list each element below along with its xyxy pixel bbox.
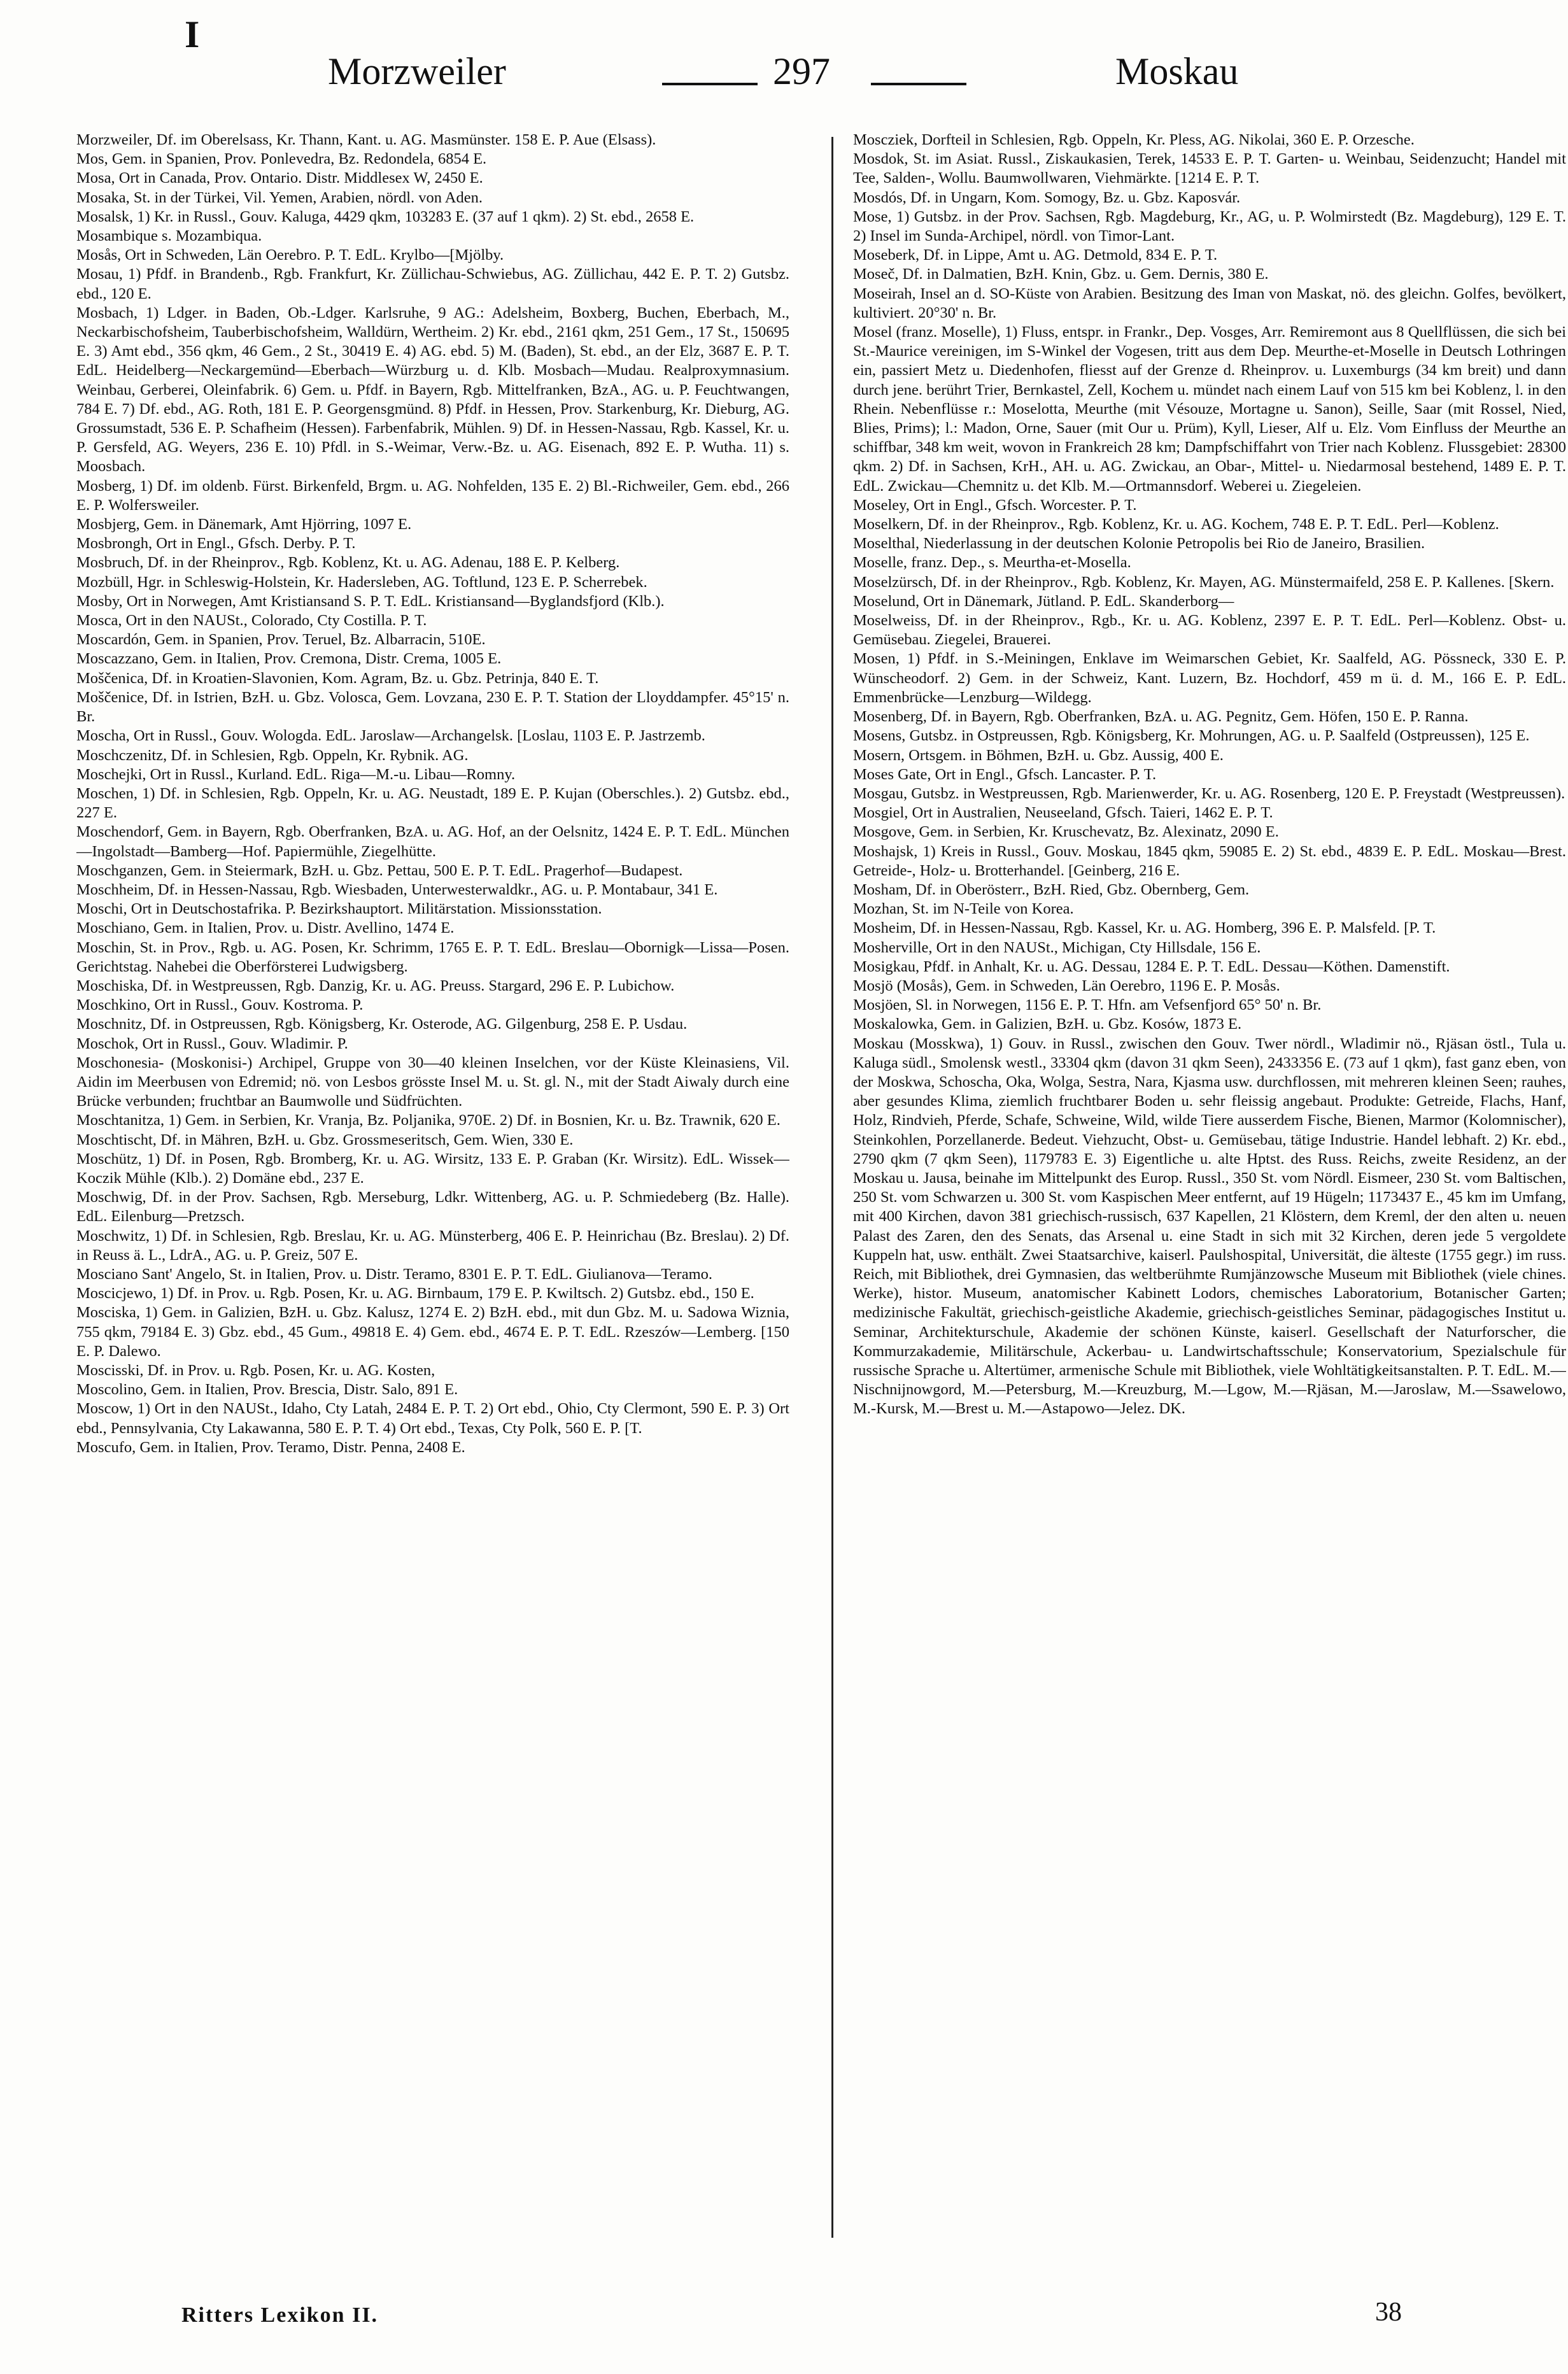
dictionary-entry: Mosigkau, Pfdf. in Anhalt, Kr. u. AG. Dessau, 1284 E. P. T. EdL. Dessau—Köthen. Damenstift. (853, 957, 1450, 975)
dictionary-entry: Moscha, Ort in Russl., Gouv. Wologda. EdL. Jaroslaw—Archangelsk. [Loslau, 1103 E. P. Jastrzemb. (76, 727, 705, 745)
dictionary-entry: Moselthal, Niederlassung in der deutschen Kolonie Petropolis bei Rio de Janeiro, Brasilien. (853, 535, 1425, 553)
dictionary-entry: Moschganzen, Gem. in Steiermark, BzH. u. Gbz. Pettau, 500 E. P. T. EdL. Pragerhof—Budapest. (76, 861, 683, 879)
dictionary-entry: Mosjöen, Sl. in Norwegen, 1156 E. P. T. Hfn. am Vefsenfjord 65° 50' n. Br. (853, 996, 1322, 1014)
dictionary-entry: Mosaka, St. in der Türkei, Vil. Yemen, Arabien, nördl. von Aden. (76, 188, 483, 206)
header-dash-left (662, 83, 758, 85)
dictionary-entry: Moscolino, Gem. in Italien, Prov. Brescia, Distr. Salo, 891 E. (76, 1381, 458, 1399)
dictionary-entry: Mosgove, Gem. in Serbien, Kr. Kruschevatz, Bz. Alexinatz, 2090 E. (853, 823, 1279, 841)
dictionary-entry: Moščenice, Df. in Istrien, BzH. u. Gbz. Volosca, Gem. Lovzana, 230 E. P. T. Station der Lloyddampfer. 45°15' n. Br. (76, 688, 789, 726)
dictionary-entry: Moschütz, 1) Df. in Posen, Rgb. Bromberg, Kr. u. AG. Wirsitz, 133 E. P. Graban (Kr. Wirsitz). EdL. Wissek—Koczik Mühle (Klb.). 2) Domäne ebd., 237 E. (76, 1150, 789, 1187)
footer-signature-number: 38 (1375, 2298, 1402, 2327)
dictionary-entry: Mosdós, Df. in Ungarn, Kom. Somogy, Bz. u. Gbz. Kaposvár. (853, 188, 1241, 206)
dictionary-entry: Mosel (franz. Moselle), 1) Fluss, entspr. in Frankr., Dep. Vosges, Arr. Remiremont aus 8 Quellflüssen, die sich bei St.-Maurice vereinigen, im S-Winkel der Vogesen, tritt aus dem Dep. Meurthe-et-Moselle in Deutsch Lothringen ein, passiert Metz u. Diedenhofen, fliesst auf der Grenze d. Rheinprov. u. Luxemburgs (34 km breit) und dann durch jene. berührt Trier, Bernkastel, Zell, Kochem u. mündet nach einem Lauf von 515 km bei Koblenz, l. in den Rhein. Nebenflüsse r.: Moselotta, Meurthe (mit Vésouze, Mortagne u. Sanon), Seille, Saar (mit Rossel, Nied, Blies, Prims); l.: Madon, Orne, Sauer (mit Our u. Prüm), Kyll, Lieser, Alf u. Elz. Vom Einfluss der Meurthe an schiffbar, 348 km weit, wovon in Frankreich 28 km; Dampfschiffahrt von Trier nach Koblenz. Flussgebiet: 28300 qkm. 2) Df. in Sachsen, KrH., AH. u. AG. Zwickau, an Obar-, Mittel- u. Niedarmosal bestehend, 1489 E. P. T. EdL. Zwickau—Chemnitz u. det Klb. M.—Ortmannsdorf. Weberei u. Ziegeleien. (853, 323, 1566, 495)
dictionary-entry: Mosjö (Mosås), Gem. in Schweden, Län Oerebro, 1196 E. P. Mosås. (853, 977, 1280, 994)
dictionary-entry: Moschendorf, Gem. in Bayern, Rgb. Oberfranken, BzA. u. AG. Hof, an der Oelsnitz, 1424 E. P. T. EdL. München—Ingolstadt—Bamberg—Hof. Papiermühle, Ziegelhütte. (76, 823, 789, 860)
dictionary-entry: Mosheim, Df. in Hessen-Nassau, Rgb. Kassel, Kr. u. AG. Homberg, 396 E. P. Malsfeld. [P. T. (853, 919, 1436, 937)
dictionary-entry: Mos, Gem. in Spanien, Prov. Ponlevedra, Bz. Redondela, 6854 E. (76, 150, 487, 168)
page-footer (0, 2298, 1568, 2348)
dictionary-entry: Mosås, Ort in Schweden, Län Oerebro. P. T. EdL. Krylbo—[Mjölby. (76, 246, 504, 264)
dictionary-entry: Mosenberg, Df. in Bayern, Rgb. Oberfranken, BzA. u. AG. Pegnitz, Gem. Höfen, 150 E. P. Ranna. (853, 708, 1469, 726)
dictionary-entry: Mosherville, Ort in den NAUSt., Michigan, Cty Hillsdale, 156 E. (853, 938, 1261, 956)
dictionary-entry: Mosambique s. Mozambiqua. (76, 227, 262, 245)
dictionary-entry: Mosau, 1) Pfdf. in Brandenb., Rgb. Frankfurt, Kr. Züllichau-Schwiebus, AG. Züllichau, 442 E. P. T. 2) Gutsbz. ebd., 120 E. (76, 265, 789, 302)
page-number: 297 (773, 50, 830, 92)
dictionary-entry: Moschwitz, 1) Df. in Schlesien, Rgb. Breslau, Kr. u. AG. Münsterberg, 406 E. P. Heinrichau (Bz. Breslau). 2) Df. in Reuss ä. L., LdrA., AG. u. P. Greiz, 507 E. (76, 1227, 789, 1264)
dictionary-entry: Mosgiel, Ort in Australien, Neuseeland, Gfsch. Taieri, 1462 E. P. T. (853, 804, 1273, 822)
left-column (76, 131, 789, 2250)
dictionary-entry: Moseirah, Insel an d. SO-Küste von Arabien. Besitzung des Iman von Maskat, nö. des gleichn. Golfes, bevölkert, kultiviert. 20°30' n. Br. (853, 285, 1566, 321)
dictionary-entry: Moselle, franz. Dep., s. Meurtha-et-Mosella. (853, 554, 1131, 572)
dictionary-entry: Moskau (Mosskwa), 1) Gouv. in Russl., zwischen den Gouv. Twer nördl., Wladimir nö., Rjäsan östl., Tula u. Kaluga südl., Smolensk westl., 33304 qkm (davon 31 qkm Seen), 2433356 E. (73 auf 1 qkm), fast ganz eben, von der Moskwa, Schoscha, Oka, Wolga, Sestra, Nara, Kjasma usw. durchflossen, mit mehreren kleinen Seen; rauhes, aber gesundes Klima, ziemlich fruchtbarer Boden u. sehr fleissig angebaut. Produkte: Getreide, Flachs, Hanf, Holz, Rindvieh, Pferde, Schafe, Schweine, Wild, wilde Tiere ausserdem Fische, Bienen, Marmor (Kolomnischer), Steinkohlen, Porzellanerde. Bedeut. Viehzucht, Obst- u. Gemüsebau, tätige Industrie. Handel lebhaft. 2) Kr. ebd., 2790 qkm (7 qkm Seen), 1179783 E. 3) Eigentliche u. alte Hptst. des Russ. Reichs, zweite Residenz, an der Moskau u. Jausa, beinahe im Mittelpunkt des Europ. Russl., 350 St. vom Nördl. Eismeer, 230 St. vom Baltischen, 250 St. vom Schwarzen u. 300 St. vom Kaspischen Meer entfernt, auf 19 Hügeln; 1173437 E., 45 km im Umfang, mit 400 Kirchen, davon 381 griechisch-russisch, 637 Kapellen, 21 Klöstern, dem Kreml, der den alten u. neuen Palast des Zaren, den des Senats, das Arsenal u. eine Stadt in sich mit 32 Kirchen, deren jede 5 vergoldete Kuppeln hat, usw. enthält. Zwei Staatsarchive, kaiserl. Paulshospital, Universität, die älteste (1755 gegr.) im russ. Reich, mit Bibliothek, drei Gymnasien, das weltberühmte Rumjänzowsche Museum mit Bibliothek (viele chines. Werke), histor. Museum, anatomischer Kabinett Lodors, chemisches Laboratorium, Botanischer Garten; medizinische Fakultät, griechisch-geistliche Akademie, griechisch-geistliches Seminar, pädagogisches Institut u. Seminar, Architekturschule, Akademie der schönen Künste, kaiserl. Gesellschaft der Naturforscher, die Kommurzakademie, Militärschule, Ackerbau- u. Landwirtschaftsschule; Konservatorium, Spezialschule für russische Sprache u. Altertümer, armenische Schule mit Bibliothek, viele Wohltätigkeitsanstalten. P. T. EdL. M.—Nischnijnowgord, M.—Petersburg, M.—Kreuzburg, M.—Lgow, M.—Rjäsan, M.—Jaroslaw, M.—Ssawelowo, M.-Kursk, M.—Brest u. M.—Astapowo—Jelez. DK. (853, 1035, 1566, 1418)
dictionary-entry: Moscicjewo, 1) Df. in Prov. u. Rgb. Posen, Kr. u. AG. Birnbaum, 179 E. P. Kwiltsch. 2) Gutsbz. ebd., 150 E. (76, 1285, 754, 1303)
header-dash-right (871, 83, 966, 85)
dictionary-entry: Mosgau, Gutsbz. in Westpreussen, Rgb. Marienwerder, Kr. u. AG. Rosenberg, 120 E. P. Freystadt (Westpreussen). (853, 784, 1565, 802)
dictionary-entry: Mozhan, St. im N-Teile von Korea. (853, 900, 1074, 918)
dictionary-entry: Moschonesia- (Moskonisi-) Archipel, Gruppe von 30—40 kleinen Inselchen, vor der Küste Kleinasiens, Vil. Aidin im Meerbusen von Edremid; nö. von Lesbos grösste Insel M. u. St. gl. N., mit der Stadt Aiwaly durch eine Brücke verbunden; fruchtbar an Baumwolle und Südfrüchten. (76, 1054, 789, 1110)
dictionary-entry: Moselkern, Df. in der Rheinprov., Rgb. Koblenz, Kr. u. AG. Kochem, 748 E. P. T. EdL. Perl—Koblenz. (853, 516, 1499, 533)
dictionary-entry: Moseč, Df. in Dalmatien, BzH. Knin, Gbz. u. Gem. Dernis, 380 E. (853, 265, 1269, 283)
dictionary-entry: Mosca, Ort in den NAUSt., Colorado, Cty Costilla. P. T. (76, 612, 427, 630)
dictionary-entry: Moselweiss, Df. in der Rheinprov., Rgb., Kr. u. AG. Koblenz, 2397 E. P. T. EdL. Perl—Koblenz. Obst- u. Gemüsebau. Ziegelei, Brauerei. (853, 612, 1566, 649)
dictionary-entry: Mosbach, 1) Ldger. in Baden, Ob.-Ldger. Karlsruhe, 9 AG.: Adelsheim, Boxberg, Buchen, Eberbach, M., Neckarbischofsheim, Tauberbischofsheim, Walldürn, Wertheim. 2) Kr. ebd., 2161 qkm, 251 Gem., 17 St., 150695 E. 3) Amt ebd., 356 qkm, 46 Gem., 2 St., 30419 E. 4) AG. ebd. 5) M. (Baden), St. ebd., an der Elz, 3687 E. P. T. EdL. Heidelberg—Neckargemünd—Eberbach—Würzburg u. d. Klb. Mosbach—Mudau. Realproxymnasium. Weinbau, Gerberei, Oleinfabrik. 6) Gem. u. Pfdf. in Bayern, Rgb. Mittelfranken, BzA., AG. u. P. Feuchtwangen, 784 E. 7) Df. ebd., AG. Roth, 181 E. P. Georgensgmünd. 8) Pfdf. in Hessen, Prov. Starkenburg, Kr. Dieburg, AG. Grossumstadt, 536 E. P. Schafheim (Hessen). Farbenfabrik, Mühlen. 9) Df. in Hessen-Nassau, Rgb. Kassel, Kr. u. P. Gersfeld, AG. Weyers, 236 E. 10) Pfdl. in S.-Weimar, Verw.-Bz. u. AG. Eisenach, 892 E. P. Wutha. 11) s. Moosbach. (76, 304, 789, 476)
dictionary-entry: Moschnitz, Df. in Ostpreussen, Rgb. Königsberg, Kr. Osterode, AG. Gilgenburg, 258 E. P. Usdau. (76, 1015, 688, 1033)
dictionary-entry: Moscufo, Gem. in Italien, Prov. Teramo, Distr. Penna, 2408 E. (76, 1438, 465, 1456)
column-divider (831, 137, 833, 2238)
dictionary-entry: Mosens, Gutsbz. in Ostpreussen, Rgb. Königsberg, Kr. Mohrungen, AG. u. P. Saalfeld (Ostpreussen), 125 E. (853, 727, 1530, 745)
header-left-word: Morzweiler (328, 50, 506, 92)
header-right-word: Moskau (1115, 50, 1239, 92)
dictionary-entry: Moscazzano, Gem. in Italien, Prov. Cremona, Distr. Crema, 1005 E. (76, 650, 502, 668)
running-header (0, 50, 1568, 120)
dictionary-entry: Moschiska, Df. in Westpreussen, Rgb. Danzig, Kr. u. AG. Preuss. Stargard, 296 E. P. Lubichow. (76, 977, 675, 994)
dictionary-entry: Moselund, Ort in Dänemark, Jütland. P. EdL. Skanderborg— (853, 592, 1234, 610)
dictionary-entry: Mosciano Sant' Angelo, St. in Italien, Prov. u. Distr. Teramo, 8301 E. P. T. EdL. Giulianova—Teramo. (76, 1265, 713, 1283)
dictionary-entry: Moščenica, Df. in Kroatien-Slavonien, Kom. Agram, Bz. u. Gbz. Petrinja, 840 E. T. (76, 669, 599, 687)
dictionary-entry: Moschheim, Df. in Hessen-Nassau, Rgb. Wiesbaden, Unterwesterwaldkr., AG. u. P. Montabaur, 341 E. (76, 880, 718, 898)
dictionary-entry: Moschok, Ort in Russl., Gouv. Wladimir. P. (76, 1035, 348, 1052)
footer-publication: Ritters Lexikon II. (181, 2303, 379, 2327)
dictionary-entry: Moschkino, Ort in Russl., Gouv. Kostroma. P. (76, 996, 364, 1014)
dictionary-entry: Mosham, Df. in Oberösterr., BzH. Ried, Gbz. Obernberg, Gem. (853, 880, 1250, 898)
dictionary-entry: Moscisski, Df. in Prov. u. Rgb. Posen, Kr. u. AG. Kosten, (76, 1362, 435, 1379)
dictionary-entry: Moshajsk, 1) Kreis in Russl., Gouv. Moskau, 1845 qkm, 59085 E. 2) St. ebd., 4839 E. P. EdL. Moskau—Brest. Getreide-, Holz- u. Brotterhandel. [Geinberg, 216 E. (853, 842, 1566, 879)
dictionary-entry: Moseley, Ort in Engl., Gfsch. Worcester. P. T. (853, 496, 1137, 514)
dictionary-entry: Moschin, St. in Prov., Rgb. u. AG. Posen, Kr. Schrimm, 1765 E. P. T. EdL. Breslau—Obornigk—Lissa—Posen. Gerichtstag. Nahebei die Oberförsterei Ludwigsberg. (76, 938, 789, 975)
dictionary-entry: Mosbjerg, Gem. in Dänemark, Amt Hjörring, 1097 E. (76, 516, 412, 533)
dictionary-entry: Mosdok, St. im Asiat. Russl., Ziskaukasien, Terek, 14533 E. P. T. Garten- u. Weinbau, Seidenzucht; Handel mit Tee, Salden-, Wollu. Baumwollwaren, Viehmärkte. [1214 E. P. T. (853, 150, 1566, 187)
dictionary-entry: Moschwig, Df. in der Prov. Sachsen, Rgb. Merseburg, Ldkr. Wittenberg, AG. u. P. Schmiedeberg (Bz. Halle). EdL. Eilenburg—Pretzsch. (76, 1189, 789, 1226)
dictionary-entry: Moschejki, Ort in Russl., Kurland. EdL. Riga—M.-u. Libau—Romny. (76, 765, 516, 783)
dictionary-entry: Morzweiler, Df. im Oberelsass, Kr. Thann, Kant. u. AG. Masmünster. 158 E. P. Aue (Elsass). (76, 131, 656, 148)
dictionary-entry: Moschi, Ort in Deutschostafrika. P. Bezirkshauptort. Militärstation. Missionsstation. (76, 900, 602, 918)
dictionary-entry: Mose, 1) Gutsbz. in der Prov. Sachsen, Rgb. Magdeburg, Kr., AG, u. P. Wolmirstedt (Bz. Magdeburg), 129 E. T. 2) Insel im Sunda-Archipel, nördl. von Timor-Lant. (853, 208, 1566, 245)
dictionary-entry: Mosciska, 1) Gem. in Galizien, BzH. u. Gbz. Kalusz, 1274 E. 2) BzH. ebd., mit dun Gbz. M. u. Sadowa Wiznia, 755 qkm, 79184 E. 3) Gbz. ebd., 45 Gum., 49818 E. 4) Gem. ebd., 4674 E. P. T. EdL. Rzeszów—Lemberg. [150 E. P. Dalewo. (76, 1304, 789, 1360)
dictionary-entry: Mosberg, 1) Df. im oldenb. Fürst. Birkenfeld, Brgm. u. AG. Nohfelden, 135 E. 2) Bl.-Richweiler, Gem. ebd., 266 E. P. Wolfersweiler. (76, 477, 789, 514)
dictionary-entry: Mozbüll, Hgr. in Schleswig-Holstein, Kr. Hadersleben, AG. Toftlund, 123 E. P. Scherrebek. (76, 573, 647, 591)
dictionary-entry: Moskalowka, Gem. in Galizien, BzH. u. Gbz. Kosów, 1873 E. (853, 1015, 1242, 1033)
dictionary-entry: Mosen, 1) Pfdf. in S.-Meiningen, Enklave im Weimarschen Gebiet, Kr. Saalfeld, AG. Pössneck, 330 E. P. Wünscheodorf. 2) Gem. in der Schweiz, Kant. Luzern, Bz. Hochdorf, 459 m ü. d. M., 166 E. P. EdL. Emmenbrücke—Lenzburg—Wildegg. (853, 650, 1566, 706)
dictionary-entry: Moscardón, Gem. in Spanien, Prov. Teruel, Bz. Albarracin, 510E. (76, 631, 486, 649)
dictionary-entry: Moselzürsch, Df. in der Rheinprov., Rgb. Koblenz, Kr. Mayen, AG. Münstermaifeld, 258 E. P. Kallenes. [Skern. (853, 573, 1555, 591)
dictionary-entry: Moscow, 1) Ort in den NAUSt., Idaho, Cty Latah, 2484 E. P. T. 2) Ort ebd., Ohio, Cty Clermont, 590 E. P. 3) Ort ebd., Pennsylvania, Cty Lakawanna, 580 E. P. T. 4) Ort ebd., Texas, Cty Polk, 560 E. P. [T. (76, 1400, 789, 1437)
dictionary-entry: Moses Gate, Ort in Engl., Gfsch. Lancaster. P. T. (853, 765, 1157, 783)
dictionary-entry: Mosa, Ort in Canada, Prov. Ontario. Distr. Middlesex W, 2450 E. (76, 169, 483, 187)
dictionary-entry: Mosbruch, Df. in der Rheinprov., Rgb. Koblenz, Kt. u. AG. Adenau, 188 E. P. Kelberg. (76, 554, 620, 572)
dictionary-entry: Moseberk, Df. in Lippe, Amt u. AG. Detmold, 834 E. P. T. (853, 246, 1218, 264)
dictionary-entry: Mosby, Ort in Norwegen, Amt Kristiansand S. P. T. EdL. Kristiansand—Byglandsfjord (Klb.). (76, 592, 665, 610)
dictionary-entry: Mosalsk, 1) Kr. in Russl., Gouv. Kaluga, 4429 qkm, 103283 E. (37 auf 1 qkm). 2) St. ebd., 2658 E. (76, 208, 695, 225)
dictionary-entry: Mosern, Ortsgem. in Böhmen, BzH. u. Gbz. Aussig, 400 E. (853, 746, 1224, 764)
dictionary-entry: Moschen, 1) Df. in Schlesien, Rgb. Oppeln, Kr. u. AG. Neustadt, 189 E. P. Kujan (Oberschles.). 2) Gutsbz. ebd., 227 E. (76, 784, 789, 822)
dictionary-entry: Moschczenitz, Df. in Schlesien, Rgb. Oppeln, Kr. Rybnik. AG. (76, 746, 469, 764)
page-mark: I (185, 13, 200, 55)
dictionary-entry: Moschiano, Gem. in Italien, Prov. u. Distr. Avellino, 1474 E. (76, 919, 455, 937)
right-column (853, 131, 1566, 2250)
dictionary-entry: Moschtanitza, 1) Gem. in Serbien, Kr. Vranja, Bz. Poljanika, 970E. 2) Df. in Bosnien, Kr. u. Bz. Trawnik, 620 E. (76, 1112, 780, 1129)
dictionary-entry: Moscziek, Dorfteil in Schlesien, Rgb. Oppeln, Kr. Pless, AG. Nikolai, 360 E. P. Orzesche. (853, 131, 1415, 148)
dictionary-entry: Moschtischt, Df. in Mähren, BzH. u. Gbz. Grossmeseritsch, Gem. Wien, 330 E. (76, 1131, 574, 1148)
dictionary-entry: Mosbrongh, Ort in Engl., Gfsch. Derby. P. T. (76, 535, 356, 553)
